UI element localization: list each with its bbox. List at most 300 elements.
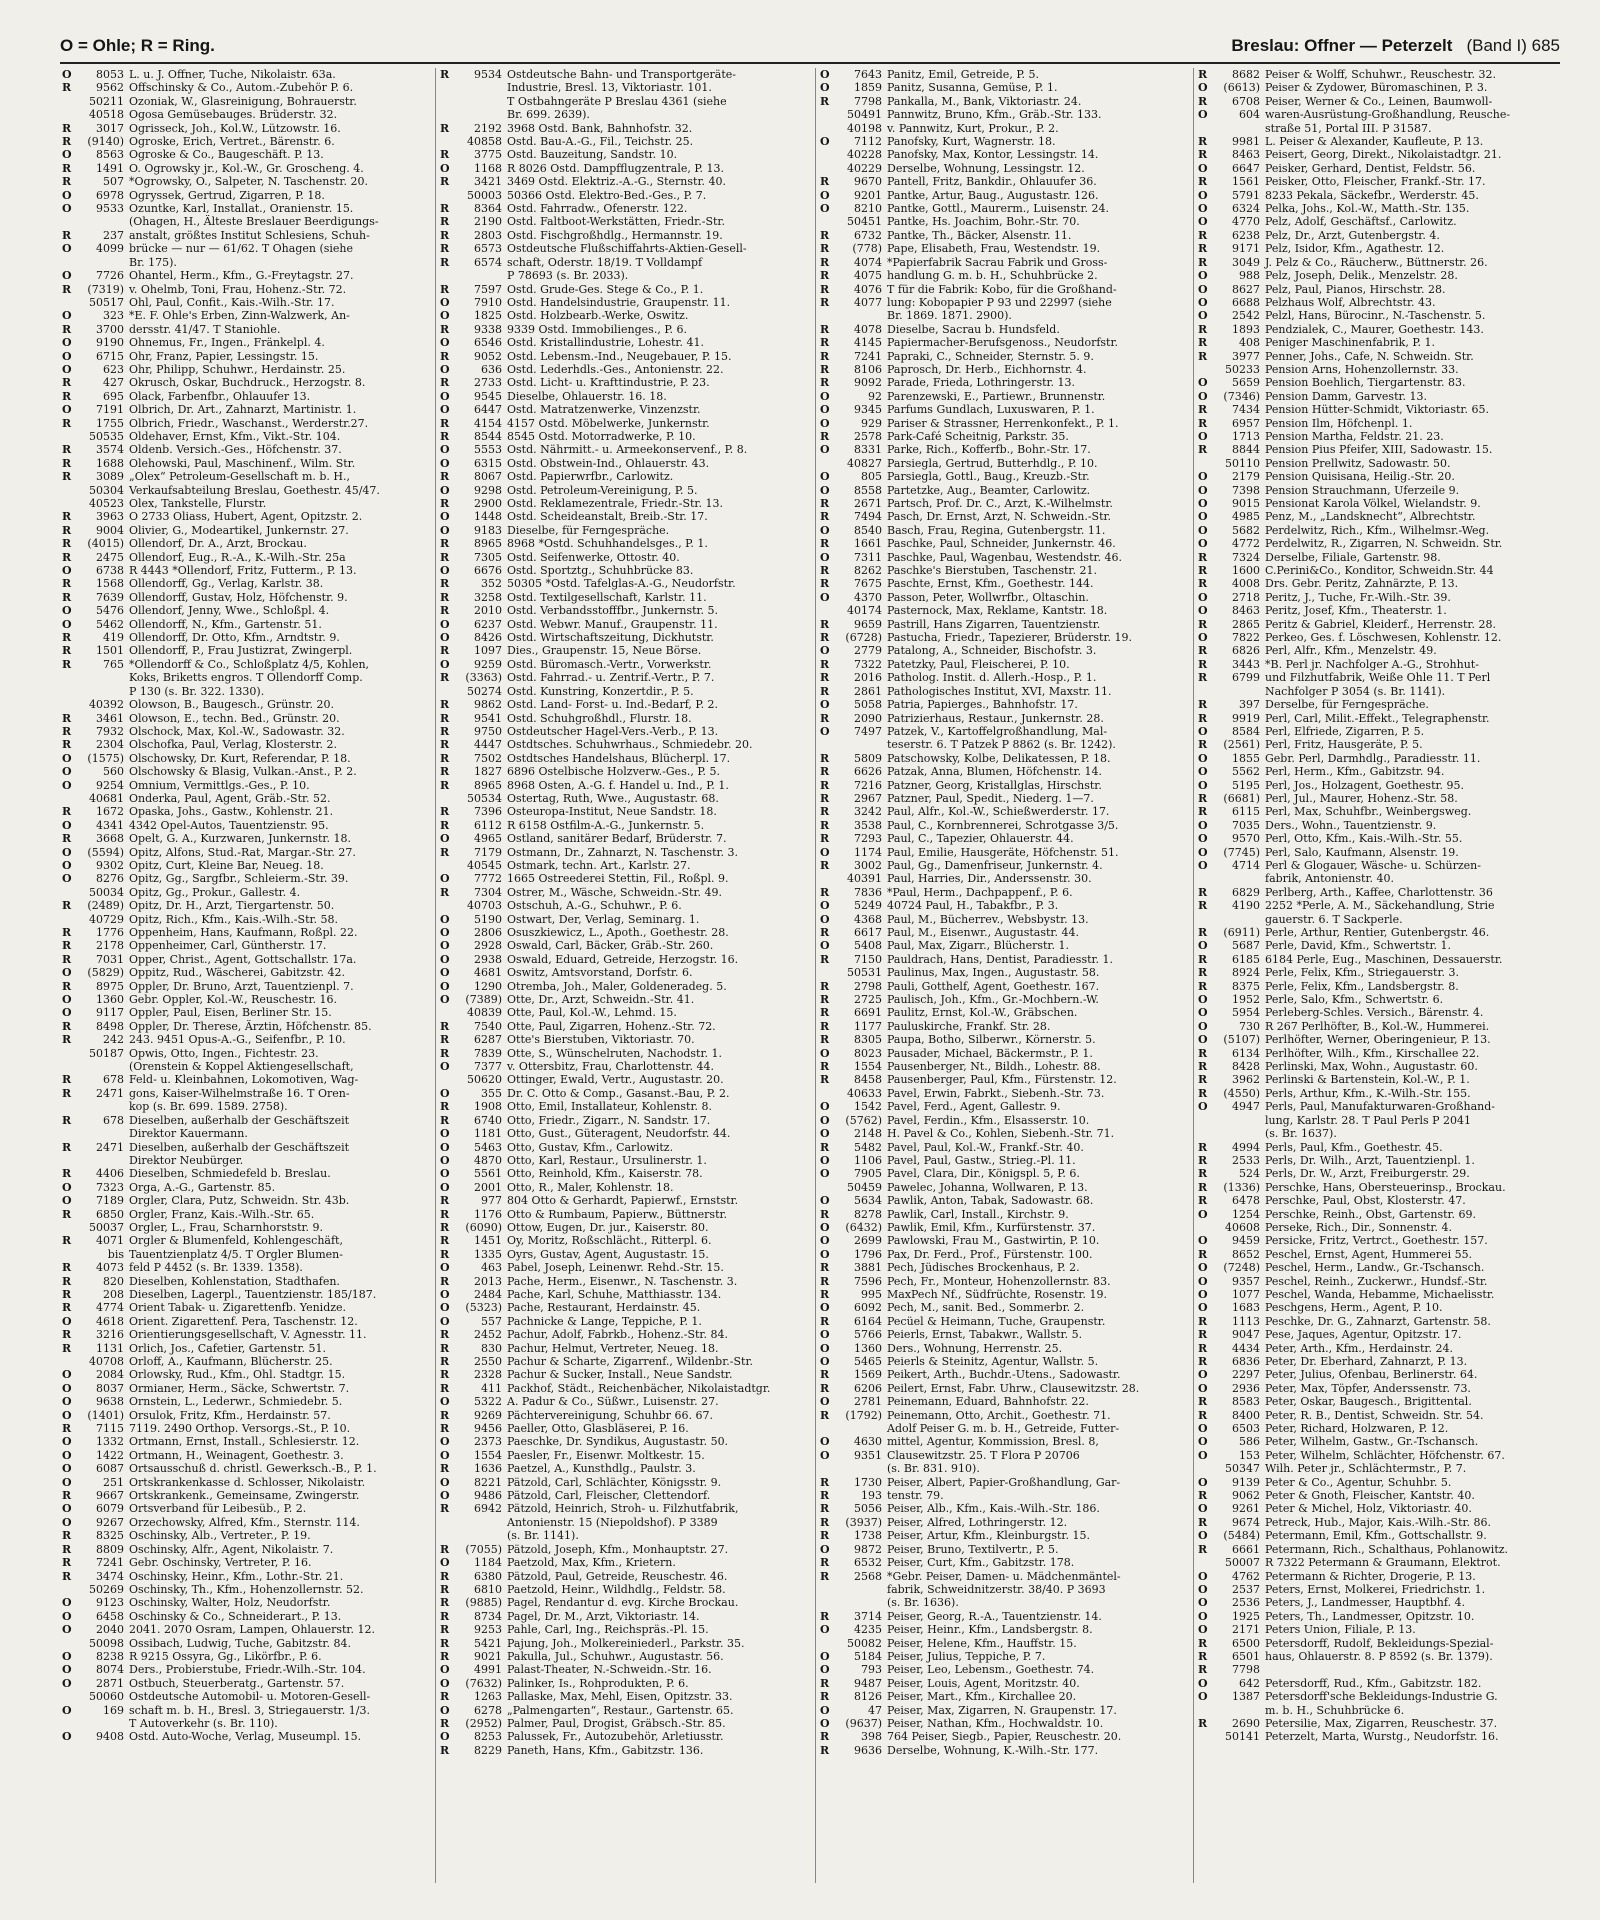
phone-number: (1575) (87, 751, 124, 765)
phone-number: 5954 (1232, 1006, 1260, 1020)
exchange-code: O (1198, 1475, 1208, 1489)
entry-text: Pariser & Strassner, Herrenkonfekt., P. 1. (887, 416, 1119, 430)
entry-text: schaft, Oderstr. 18/19. T Volldampf (507, 255, 703, 269)
directory-entry (440, 1261, 810, 1274)
exchange-code: R (62, 523, 72, 537)
exchange-code: R (440, 577, 450, 591)
entry-text: Pension Quisisana, Heilig.-Str. 20. (1265, 470, 1455, 484)
exchange-code: R (820, 282, 830, 296)
phone-number: (7248) (1223, 1261, 1260, 1275)
phone-number: 6087 (96, 1462, 124, 1476)
directory-entry (440, 1275, 810, 1288)
phone-number: 8583 (1232, 1395, 1260, 1409)
entry-text: Otte, Dr., Arzt, Schweidn.-Str. 41. (507, 993, 695, 1007)
entry-text: Pantke, Hs. Joachim, Bohr.-Str. 70. (887, 215, 1080, 229)
entry-text: Verkaufsabteilung Breslau, Goethestr. 45/47. (129, 483, 380, 497)
phone-number: 5408 (854, 939, 882, 953)
exchange-code: R (440, 1609, 450, 1623)
directory-entry (440, 283, 810, 296)
exchange-code: R (820, 1381, 830, 1395)
phone-number: 1859 (854, 81, 882, 95)
phone-number: (6090) (465, 1220, 502, 1234)
phone-number: 6546 (474, 336, 502, 350)
entry-text: Ozuntke, Karl, Installat., Oranienstr. 15. (129, 202, 354, 216)
exchange-code: O (440, 1435, 450, 1449)
exchange-code: R (820, 537, 830, 551)
phone-number: 3714 (854, 1609, 882, 1623)
directory-entry (820, 363, 1190, 376)
directory-entry (1198, 618, 1568, 631)
exchange-code: R (820, 765, 830, 779)
directory-entry (440, 524, 810, 537)
entry-text: Perl & Glogauer, Wäsche- u. Schürzen- (1265, 858, 1481, 872)
phone-number: 7323 (96, 1180, 124, 1194)
exchange-code: O (820, 845, 830, 859)
exchange-code: R (820, 791, 830, 805)
exchange-code: O (62, 1180, 72, 1194)
directory-entry (440, 1033, 810, 1046)
phone-number: (3937) (845, 1515, 882, 1529)
entry-text: Peilert, Ernst, Fabr. Uhrw., Clausewitzstr. 28. (887, 1381, 1140, 1395)
directory-entry (820, 1570, 1190, 1583)
phone-number: 6112 (474, 818, 502, 832)
directory-entry (62, 832, 432, 845)
phone-number: 8844 (1232, 443, 1260, 457)
directory-entry (440, 859, 810, 872)
phone-number: 8558 (854, 483, 882, 497)
directory-entry (820, 1248, 1190, 1261)
entry-text: L. Peiser & Alexander, Kaufleute, P. 13. (1265, 135, 1484, 149)
entry-text: Opitz, Curt, Kleine Bar, Neueg. 18. (129, 858, 324, 872)
exchange-code: R (820, 1033, 830, 1047)
entry-text: Parsiegla, Gottl., Baug., Kreuzb.-Str. (887, 470, 1090, 484)
phone-number: 50187 (89, 1046, 124, 1060)
exchange-code: R (1198, 1355, 1208, 1368)
phone-number: 5809 (854, 751, 882, 765)
directory-entry (62, 1047, 432, 1060)
directory-entry (1198, 953, 1568, 966)
entry-text: Dieselben, Kohlenstation, Stadthafen. (129, 1274, 340, 1288)
directory-entry (820, 323, 1190, 336)
directory-entry (820, 283, 1190, 296)
phone-number: 40198 (847, 121, 882, 135)
phone-number: 40174 (847, 604, 882, 618)
exchange-code: R (440, 818, 450, 832)
entry-text: Orgler, L., Frau, Scharnhorststr. 9. (129, 1220, 324, 1234)
directory-entry (440, 591, 810, 604)
exchange-code: R (820, 376, 830, 390)
directory-entry (62, 725, 432, 738)
entry-text: fabrik, Antonienstr. 40. (1265, 872, 1394, 886)
phone-number: 50491 (847, 108, 882, 122)
entry-text: Pelz, Adolf, Geschäftsf., Carlowitz. (1265, 215, 1457, 229)
phone-number: 9345 (854, 403, 882, 417)
directory-entry (440, 296, 810, 309)
directory-entry (1198, 1663, 1568, 1676)
exchange-code: O (820, 899, 830, 913)
entry-text: Petersdorff'sche Bekleidungs-Industrie G. (1265, 1690, 1498, 1704)
phone-number: 1113 (1232, 1314, 1260, 1328)
entry-text: Partsch, Prof. Dr. C., Arzt, K.-Wilhelmstr. (887, 497, 1113, 510)
exchange-code: O (1198, 215, 1208, 229)
entry-text: Paul, M., Eisenwr., Augustastr. 44. (887, 926, 1079, 939)
entry-text: Panofsky, Kurt, Wagnerstr. 18. (887, 135, 1056, 149)
directory-entry (440, 1315, 810, 1328)
directory-entry (1198, 1543, 1568, 1556)
phone-number: 7839 (474, 1046, 502, 1060)
phone-number: (1792) (845, 1408, 882, 1422)
directory-entry (440, 685, 810, 698)
entry-text: lung, Karlstr. 28. T Paul Perls P 2041 (1265, 1113, 1471, 1127)
exchange-code: O (62, 1663, 72, 1677)
directory-entry (820, 644, 1190, 657)
phone-number: (2952) (465, 1716, 502, 1730)
exchange-code: R (820, 94, 830, 108)
entry-text: Peterzelt, Marta, Wurstg., Neudorfstr. 16. (1265, 1730, 1499, 1744)
entry-text: Peniger Maschinenfabrik, P. 1. (1265, 336, 1436, 350)
exchange-code: R (1198, 657, 1208, 671)
exchange-code: R (1198, 644, 1208, 658)
directory-entry (62, 1502, 432, 1515)
phone-number: 6501 (1232, 1649, 1260, 1663)
entry-text: Oschinsky, Heinr., Kfm., Lothr.-Str. 21. (129, 1569, 344, 1583)
exchange-code: R (440, 1207, 450, 1221)
entry-text: Ortskrankenkasse d. Schlosser, Nikolaistr. (129, 1475, 366, 1489)
exchange-code: O (1198, 604, 1208, 618)
directory-entry (440, 497, 810, 510)
entry-text: Peierls, Ernst, Tabakwr., Wallstr. 5. (887, 1328, 1083, 1342)
exchange-code: O (820, 1100, 830, 1114)
entry-text: Panitz, Emil, Getreide, P. 5. (887, 68, 1039, 81)
phone-number: 323 (103, 309, 124, 323)
directory-entry (440, 470, 810, 483)
phone-number: 9562 (96, 81, 124, 95)
phone-number: 408 (1239, 336, 1260, 350)
directory-entry (62, 939, 432, 952)
directory-entry (440, 510, 810, 523)
entry-text: Peter, Richard, Holzwaren, P. 12. (1265, 1422, 1449, 1436)
entry-text: Ostdtsches. Schuhwrhaus., Schmiedebr. 20. (507, 738, 753, 752)
phone-number: 6315 (474, 456, 502, 470)
entry-text: 50366 Ostd. Elektro-Bed.-Ges., P. 7. (507, 188, 707, 202)
directory-entry (440, 1248, 810, 1261)
entry-text: Ollendorff, Gg., Verlag, Karlstr. 38. (129, 577, 324, 591)
entry-text: Patzner, Paul, Spedit., Niederg. 1—7. (887, 791, 1094, 805)
directory-entry (820, 1637, 1190, 1650)
directory-entry (1198, 148, 1568, 161)
phone-number: 2475 (96, 550, 124, 564)
directory-entry (62, 457, 432, 470)
exchange-code: R (820, 1489, 830, 1503)
exchange-code: R (62, 1569, 72, 1583)
phone-number: 9123 (96, 1596, 124, 1610)
directory-entry (820, 1449, 1190, 1462)
directory-entry (820, 443, 1190, 456)
entry-text: Pache, Restaurant, Herdainstr. 45. (507, 1301, 701, 1315)
entry-text: Gebr. Perl, Darmhdlg., Paradiesstr. 11. (1265, 751, 1481, 765)
entry-text: Paetzold, Max, Kfm., Krietern. (507, 1556, 676, 1570)
directory-entry (1198, 631, 1568, 644)
directory-entry (62, 819, 432, 832)
exchange-code: R (1198, 1328, 1208, 1342)
entry-text: Patschowsky, Kolbe, Delikatessen, P. 18. (887, 751, 1111, 765)
entry-text: Ostdeutsche Automobil- u. Motoren-Gesell- (129, 1690, 371, 1704)
entry-text: haus, Ohlauerstr. 8. P 8592 (s. Br. 1379). (1265, 1649, 1493, 1663)
directory-entry (1198, 926, 1568, 939)
exchange-code: R (1198, 979, 1208, 993)
exchange-code: R (62, 952, 72, 966)
exchange-code: R (820, 242, 830, 256)
phone-number: 1554 (854, 1060, 882, 1074)
directory-entry (440, 1114, 810, 1127)
phone-number: (4550) (1223, 1086, 1260, 1100)
phone-number: 6500 (1232, 1636, 1260, 1650)
exchange-code: O (820, 68, 830, 81)
entry-text: Ostd. Webwr. Manuf., Graupenstr. 11. (507, 617, 718, 631)
exchange-code: R (820, 952, 830, 966)
entry-text: Pausenberger, Paul, Kfm., Fürstenstr. 12. (887, 1073, 1117, 1087)
entry-text: J. Pelz & Co., Räucherw., Büttnerstr. 26. (1265, 255, 1488, 269)
entry-text: Perl, Fritz, Hausgeräte, P. 5. (1265, 738, 1423, 752)
phone-number: 1174 (854, 845, 882, 859)
phone-number: 678 (103, 1073, 124, 1087)
directory-entry (62, 148, 432, 161)
phone-number: 3443 (1232, 657, 1260, 671)
directory-entry (1198, 1704, 1568, 1717)
entry-text: Oschinsky & Co., Schneiderart., P. 13. (129, 1609, 342, 1623)
phone-number: 2373 (474, 1435, 502, 1449)
exchange-code: R (62, 1341, 72, 1355)
entry-text: Ostd. Fahrrad.- u. Zentrif.-Vertr., P. 7. (507, 671, 715, 685)
exchange-code: R (62, 899, 72, 913)
exchange-code: R (62, 1167, 72, 1181)
phone-number: 4145 (854, 336, 882, 350)
directory-entry (62, 604, 432, 617)
exchange-code: R (1198, 698, 1208, 712)
phone-number: 7798 (854, 94, 882, 108)
entry-text: Ostd. Textilgesellschaft, Karlstr. 11. (507, 590, 707, 604)
phone-number: 50347 (1225, 1462, 1260, 1476)
directory-entry (62, 1435, 432, 1448)
entry-text: Paul, M., Bücherrev., Websbystr. 13. (887, 912, 1089, 926)
entry-text: Oppler, Dr. Therese, Ärztin, Höfchenstr. 85. (129, 1019, 372, 1033)
exchange-code: O (1198, 993, 1208, 1007)
directory-entry (1198, 1637, 1568, 1650)
exchange-code: R (440, 470, 450, 484)
phone-number: 40827 (847, 456, 882, 470)
phone-number: 9670 (854, 175, 882, 189)
directory-entry (62, 376, 432, 389)
entry-text: Ostd. Papierwrfbr., Carlowitz. (507, 470, 674, 484)
exchange-code: R (62, 644, 72, 658)
exchange-code: R (820, 1609, 830, 1623)
entry-text: Peiser, Helene, Kfm., Hauffstr. 15. (887, 1636, 1077, 1650)
phone-number: 3474 (96, 1569, 124, 1583)
entry-text: Oschinsky, Walter, Holz, Neudorfstr. (129, 1596, 331, 1610)
directory-entry (1198, 1730, 1568, 1743)
directory-entry (62, 980, 432, 993)
phone-number: 6850 (96, 1207, 124, 1221)
phone-number: 9190 (96, 336, 124, 350)
phone-number: 9183 (474, 523, 502, 537)
directory-entry (62, 953, 432, 966)
phone-number: 2725 (854, 993, 882, 1007)
phone-number: 40729 (89, 912, 124, 926)
exchange-code: O (820, 1153, 830, 1167)
phone-number: 50459 (847, 1180, 882, 1194)
phone-number: 678 (103, 1113, 124, 1127)
phone-number: 1796 (854, 1247, 882, 1261)
entry-text: straße 51, Portal III. P 31587. (1265, 121, 1432, 135)
directory-entry (62, 738, 432, 751)
directory-entry (820, 68, 1190, 81)
exchange-code: R (440, 376, 450, 390)
exchange-code: R (820, 1060, 830, 1074)
entry-text: Olowson, E., techn. Bed., Grünstr. 20. (129, 711, 340, 725)
phone-number: 397 (1239, 698, 1260, 712)
entry-text: Feld- u. Kleinbahnen, Lokomotiven, Wag- (129, 1073, 359, 1087)
directory-entry (62, 162, 432, 175)
directory-entry (62, 1623, 432, 1636)
exchange-code: O (440, 1287, 450, 1301)
phone-number: 8426 (474, 631, 502, 645)
entry-text: Paul, Gg., Damenfriseur, Junkernstr. 4. (887, 858, 1103, 872)
directory-entry (1198, 980, 1568, 993)
directory-entry (440, 1087, 810, 1100)
exchange-code: R (1198, 349, 1208, 363)
directory-entry (1198, 1234, 1568, 1247)
exchange-code: R (62, 939, 72, 953)
directory-entry (820, 1610, 1190, 1623)
phone-number: 7502 (474, 751, 502, 765)
exchange-code: R (62, 711, 72, 725)
entry-text: „Olex“ Petroleum-Gesellschaft m. b. H., (129, 470, 351, 484)
exchange-code: O (62, 604, 72, 618)
entry-text: Perschke, Hans, Obersteuerinsp., Brockau. (1265, 1180, 1506, 1194)
entry-text: Ostd. Schuhgroßhdl., Flurstr. 18. (507, 711, 692, 725)
entry-text: Pasternock, Max, Reklame, Kantstr. 18. (887, 604, 1108, 618)
entry-text: Ostschuh, A.-G., Schuhwr., P. 6. (507, 899, 682, 913)
entry-text: Industrie, Bresl. 13, Viktoriastr. 101. (507, 81, 712, 95)
phone-number: 9302 (96, 858, 124, 872)
entry-text: H. Pavel & Co., Kohlen, Siebenh.-Str. 71. (887, 1127, 1115, 1141)
entry-text: Pausenberger, Nt., Bildh., Lohestr. 88. (887, 1060, 1101, 1074)
entry-text: Paschke's Bierstuben, Taschenstr. 21. (887, 564, 1097, 578)
exchange-code: R (62, 738, 72, 752)
entry-text: Ostwart, Der, Verlag, Seminarg. 1. (507, 912, 700, 926)
entry-text: Ollendorff, P., Frau Justizrat, Zwingerpl. (129, 644, 353, 658)
directory-entry (62, 1355, 432, 1368)
directory-entry (440, 95, 810, 108)
directory-entry (440, 175, 810, 188)
entry-text: Perschke, Paul, Obst, Klosterstr. 47. (1265, 1194, 1466, 1208)
exchange-code: O (440, 617, 450, 631)
phone-number: 5562 (1232, 765, 1260, 779)
directory-entry (820, 698, 1190, 711)
entry-text: Peiser, Julius, Teppiche, P. 7. (887, 1649, 1046, 1663)
exchange-code: R (820, 832, 830, 846)
exchange-code: O (1198, 389, 1208, 403)
entry-text: Paesler, Fr., Eisenwr. Moltkestr. 15. (507, 1448, 705, 1462)
exchange-code: R (820, 362, 830, 376)
phone-number: 1893 (1232, 322, 1260, 336)
directory-entry (1198, 484, 1568, 497)
phone-number: 2550 (474, 1355, 502, 1368)
phone-number: 8375 (1232, 979, 1260, 993)
entry-text: Perlhöfter, Werner, Oberingenieur, P. 13. (1265, 1033, 1491, 1047)
entry-text: Pasch, Dr. Ernst, Arzt, N. Schweidn.-Str. (887, 510, 1112, 524)
directory-entry (820, 1355, 1190, 1368)
exchange-code: R (62, 443, 72, 457)
phone-number: 6829 (1232, 885, 1260, 899)
phone-number: 5463 (474, 1140, 502, 1154)
entry-text: Ostd. Büromasch.-Vertr., Vorwerkstr. (507, 657, 712, 671)
directory-entry (1198, 135, 1568, 148)
phone-number: 8276 (96, 872, 124, 886)
directory-entry (1198, 363, 1568, 376)
exchange-code: R (62, 322, 72, 336)
exchange-code: R (440, 1019, 450, 1033)
phone-number: (6432) (845, 1220, 882, 1234)
phone-number: (1336) (1223, 1180, 1260, 1194)
exchange-code: R (62, 1140, 72, 1154)
exchange-code: R (440, 550, 450, 564)
directory-entry (1198, 497, 1568, 510)
entry-text: kop (s. Br. 699. 1589. 2758). (129, 1100, 288, 1114)
entry-text: Pension Arns, Hohenzollernstr. 33. (1265, 362, 1459, 376)
directory-entry (1198, 1221, 1568, 1234)
exchange-code: R (820, 684, 830, 698)
phone-number: 8458 (854, 1073, 882, 1087)
entry-text: Peiser, Werner & Co., Leinen, Baumwoll- (1265, 94, 1493, 108)
exchange-code: R (820, 255, 830, 269)
phone-number: (2561) (1223, 738, 1260, 752)
exchange-code: O (1198, 510, 1208, 524)
directory-entry (62, 1610, 432, 1623)
phone-number: 40703 (467, 899, 502, 913)
phone-number: 3700 (96, 322, 124, 336)
phone-number: 1561 (1232, 175, 1260, 189)
entry-text: Ornstein, L., Lederwr., Schmiedebr. 5. (129, 1395, 343, 1409)
exchange-code: R (440, 228, 450, 242)
directory-entry (820, 1073, 1190, 1086)
phone-number: 6503 (1232, 1422, 1260, 1436)
exchange-code: R (62, 376, 72, 390)
directory-entry (1198, 323, 1568, 336)
directory-entry (820, 1422, 1190, 1435)
exchange-code: O (440, 1663, 450, 1677)
phone-number: 6092 (854, 1301, 882, 1315)
phone-number: 1776 (96, 926, 124, 939)
directory-entry (62, 1342, 432, 1355)
exchange-code: R (440, 1234, 450, 1248)
phone-number: 1491 (96, 161, 124, 175)
exchange-code: R (440, 121, 450, 135)
phone-number: 4074 (854, 255, 882, 269)
phone-number: 1542 (854, 1100, 882, 1114)
exchange-code: R (440, 845, 450, 859)
entry-text: Pantke, Th., Bäcker, Alsenstr. 11. (887, 228, 1072, 242)
phone-number: (7055) (465, 1542, 502, 1556)
exchange-code: O (820, 202, 830, 216)
directory-entry (820, 1047, 1190, 1060)
column-divider (815, 68, 816, 1883)
phone-number: 50110 (1225, 456, 1260, 470)
entry-text: Opitz, Dr. H., Arzt, Tiergartenstr. 50. (129, 899, 335, 913)
directory-entry (1198, 95, 1568, 108)
entry-text: Petermann, Rich., Schalthaus, Pohlanowitz. (1265, 1542, 1509, 1556)
directory-entry (1198, 765, 1568, 778)
